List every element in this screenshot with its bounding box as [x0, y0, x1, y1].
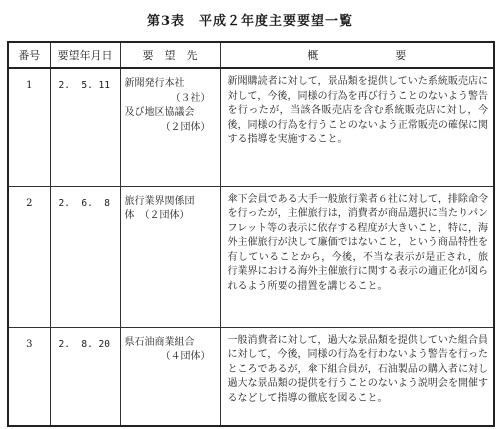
row-party	[120, 327, 220, 426]
header-number: 番号	[8, 42, 50, 68]
party-line: 旅行業界関係団	[124, 195, 195, 207]
table-row	[8, 68, 494, 186]
table-row	[8, 186, 494, 327]
row-summary: 新聞購読者に対して，景品類を提供していた系統販売店に対して，今後，同様の行為を再び行うことのないよう警告を行ったが，当該各販売店を含む系統販売店に対し，今後，同様の行為を行うことのないよう正常販売の確保に関する指導を実施すること。	[220, 68, 494, 186]
header-summary: 概 要	[220, 42, 494, 68]
table-caption: 平成２年度主要要望一覧	[199, 14, 354, 29]
party-line: （２団体）	[160, 121, 211, 133]
row-date: 2. 6. 8	[50, 186, 120, 327]
party-line: 体 （２団体）	[124, 210, 190, 221]
row-party	[120, 186, 220, 327]
party-line: （４団体）	[160, 351, 211, 362]
table-number: 第3表	[146, 14, 186, 29]
row-party	[120, 68, 220, 186]
table-row	[8, 327, 494, 426]
row-summary: 一般消費者に対して，過大な景品類を提供していた組合員に対して，今後，同様の行為を行わないよう警告を行ったところであるが，傘下組合員が，石油製品の購入者に対し過大な景品類の提供を行うことのないよう説明会を開催するなどして指導の徹底を図ること。	[220, 327, 494, 426]
party-line: （３社）	[170, 92, 211, 104]
header-party: 要 望 先	[120, 42, 220, 68]
row-date: 2. 8. 20	[50, 327, 120, 426]
party-line: 新聞発行本社	[124, 78, 185, 89]
row-number: 2	[8, 186, 50, 327]
row-summary: 傘下会員である大手一般旅行業者６社に対して，排除命令を行ったが，主催旅行は，消費者が商品選択に当たりパンフレット等の表示に依存する程度が大きいこと，特に，海外主催旅行が決して廉価ではないこと，という商品特性を有していることから，今後，不当な表示が是正され，旅行業界における海外主催旅行に関する表示の適正化が図られるよう所要の措置を講じること。	[220, 186, 494, 327]
table-header-row	[8, 42, 494, 68]
row-number: 3	[8, 327, 50, 426]
party-line: 及び地区協議会	[124, 107, 195, 118]
table-title	[0, 10, 500, 29]
header-date: 要望年月日	[50, 42, 120, 68]
row-number: 1	[8, 68, 50, 186]
row-date: 2. 5. 11	[50, 68, 120, 186]
party-line: 県石油商業組合	[124, 336, 195, 348]
requests-table	[7, 41, 495, 427]
